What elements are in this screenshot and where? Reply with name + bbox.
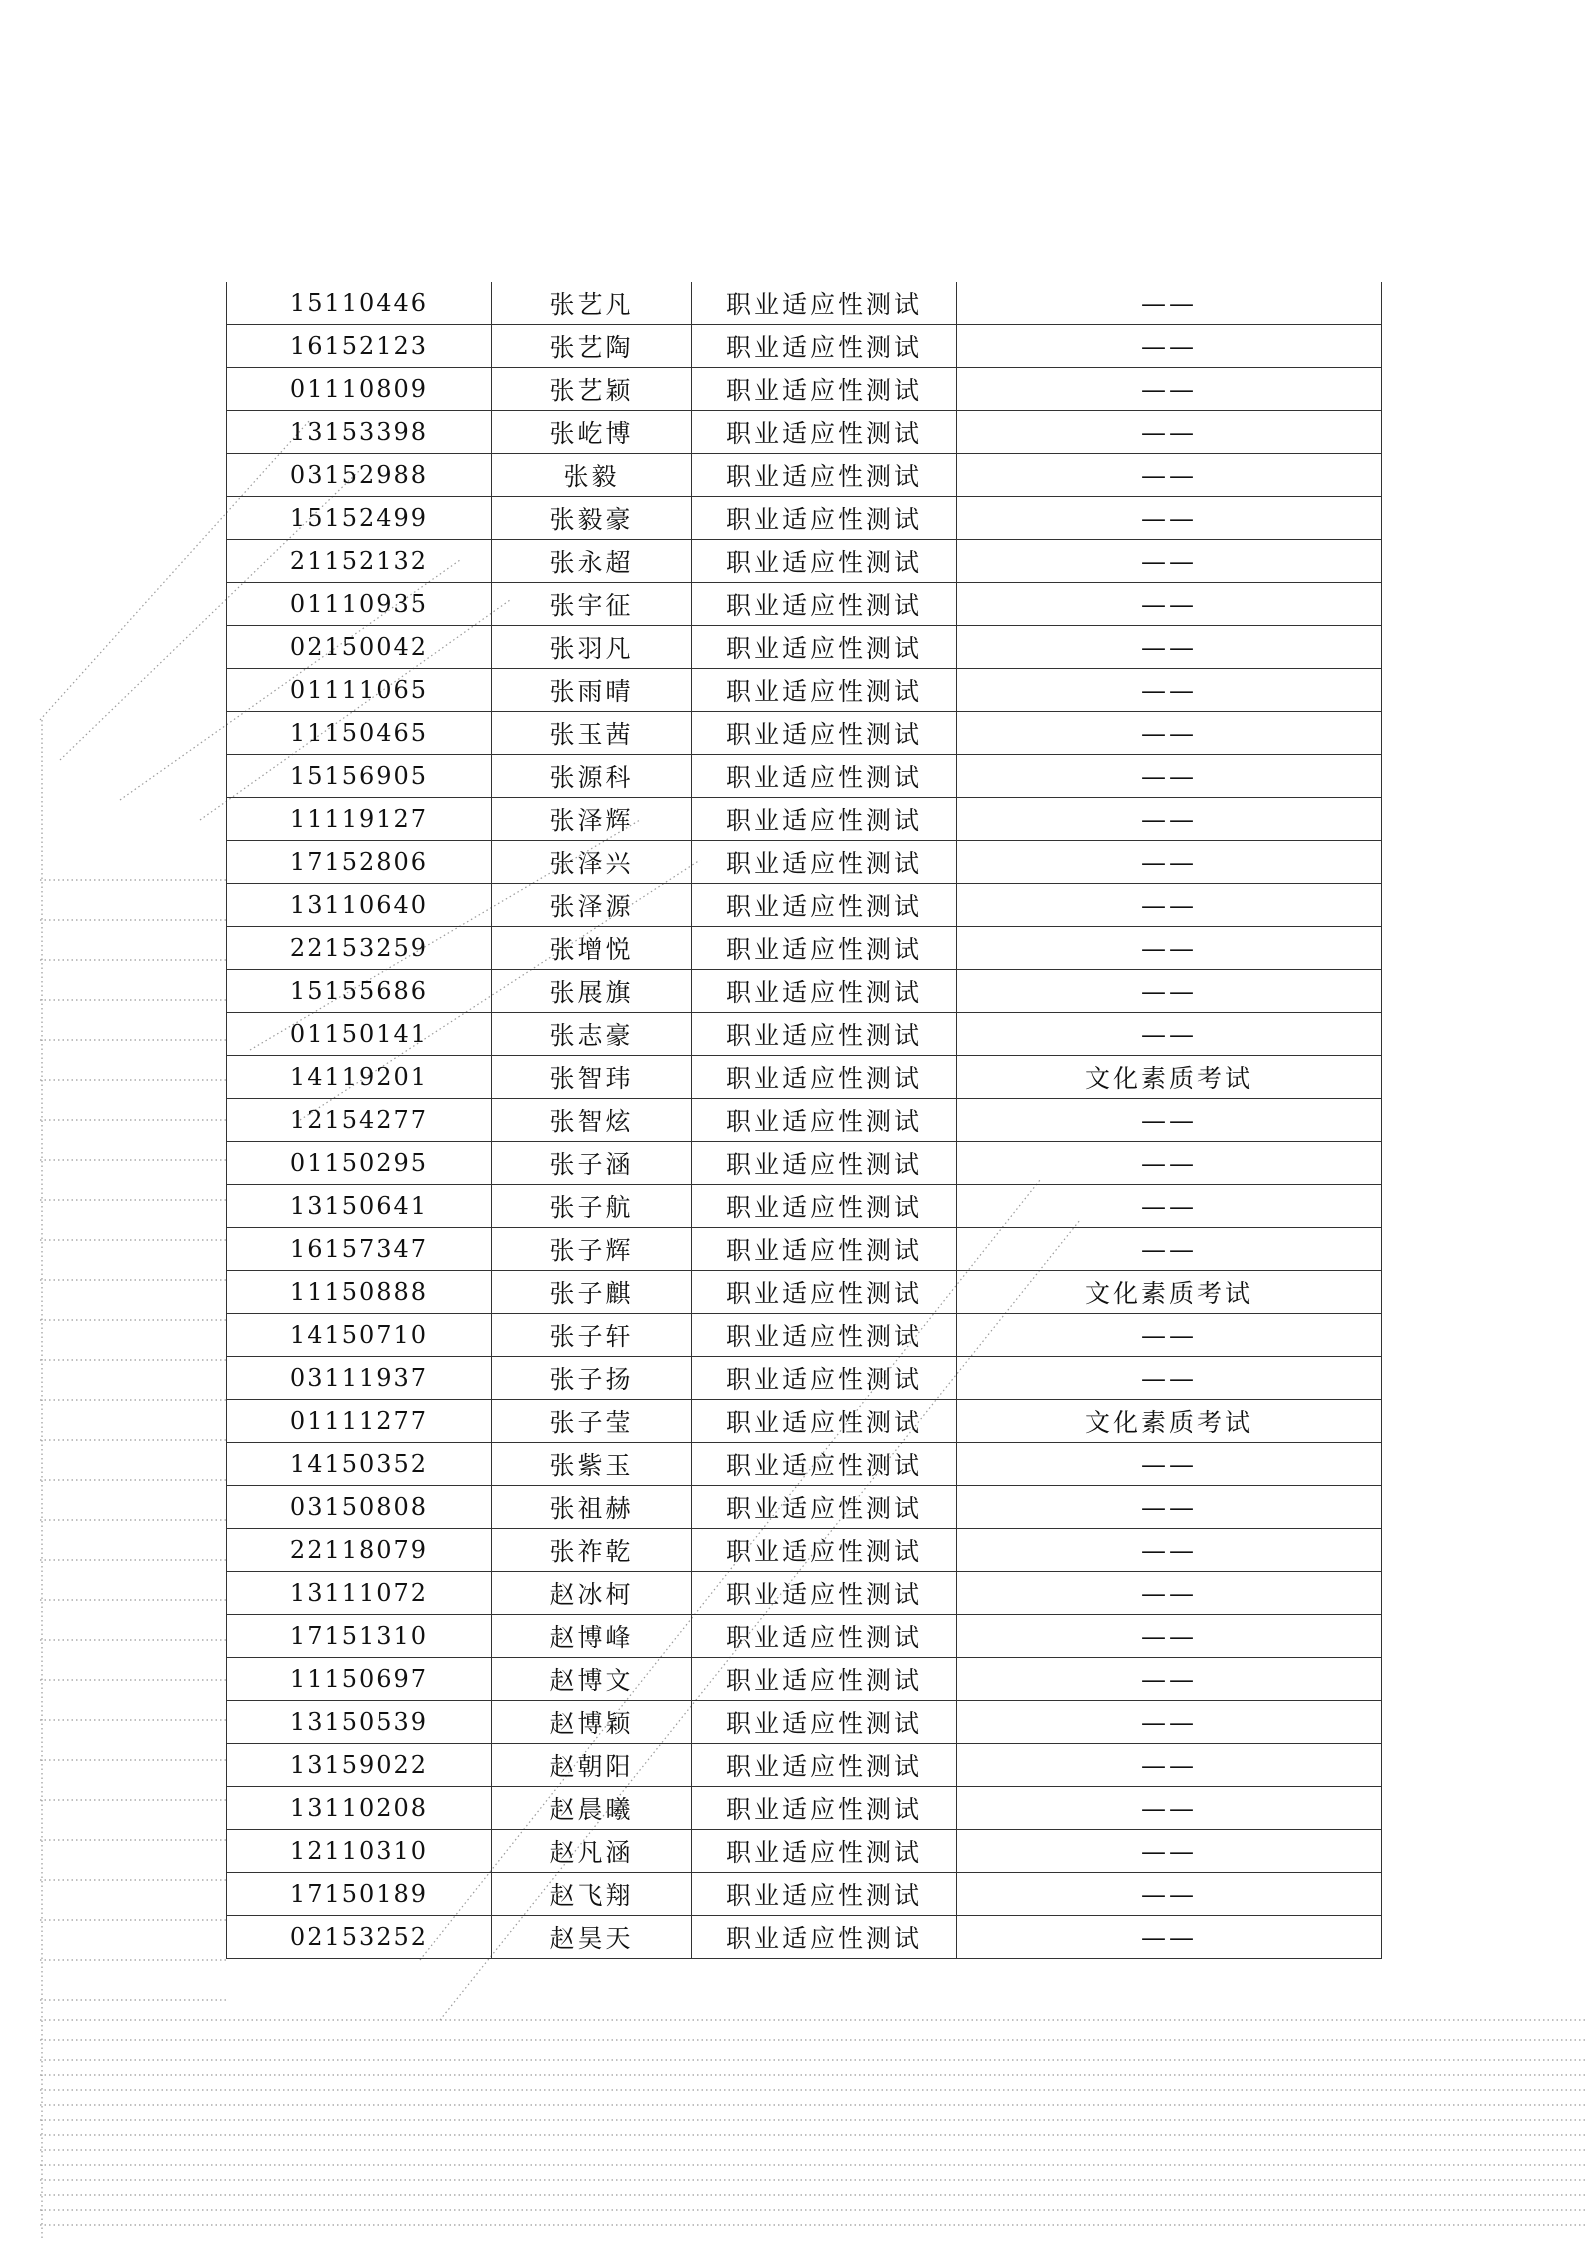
table-row (227, 1658, 1382, 1701)
table-row (227, 884, 1382, 927)
extra-test-cell: —— (957, 1787, 1382, 1830)
extra-test-cell: —— (957, 1443, 1382, 1486)
test-type-cell: 职业适应性测试 (692, 1744, 957, 1787)
extra-test-cell: —— (957, 368, 1382, 411)
extra-test-cell: —— (957, 325, 1382, 368)
name-cell: 张子轩 (492, 1314, 692, 1357)
candidate-id-cell: 11150888 (227, 1271, 492, 1314)
test-type-cell: 职业适应性测试 (692, 1830, 957, 1873)
extra-test-cell: —— (957, 1572, 1382, 1615)
extra-test-cell: —— (957, 282, 1382, 325)
test-type-cell: 职业适应性测试 (692, 540, 957, 583)
name-cell: 赵博颖 (492, 1701, 692, 1744)
test-type-cell: 职业适应性测试 (692, 1185, 957, 1228)
name-cell: 赵博文 (492, 1658, 692, 1701)
extra-test-cell: —— (957, 1013, 1382, 1056)
extra-test-cell: —— (957, 1314, 1382, 1357)
table-row (227, 1314, 1382, 1357)
table-row (227, 798, 1382, 841)
test-type-cell: 职业适应性测试 (692, 1357, 957, 1400)
name-cell: 张毅豪 (492, 497, 692, 540)
test-type-cell: 职业适应性测试 (692, 755, 957, 798)
name-cell: 张祖赫 (492, 1486, 692, 1529)
name-cell: 张志豪 (492, 1013, 692, 1056)
candidate-id-cell: 22153259 (227, 927, 492, 970)
extra-test-cell: —— (957, 1142, 1382, 1185)
candidate-id-cell: 11119127 (227, 798, 492, 841)
name-cell: 赵晨曦 (492, 1787, 692, 1830)
test-type-cell: 职业适应性测试 (692, 411, 957, 454)
name-cell: 张屹博 (492, 411, 692, 454)
candidate-id-cell: 14119201 (227, 1056, 492, 1099)
extra-test-cell: —— (957, 884, 1382, 927)
name-cell: 赵飞翔 (492, 1873, 692, 1916)
name-cell: 张子麒 (492, 1271, 692, 1314)
name-cell: 张永超 (492, 540, 692, 583)
test-type-cell: 职业适应性测试 (692, 884, 957, 927)
name-cell: 赵冰柯 (492, 1572, 692, 1615)
test-type-cell: 职业适应性测试 (692, 927, 957, 970)
test-type-cell: 职业适应性测试 (692, 1228, 957, 1271)
test-type-cell: 职业适应性测试 (692, 1400, 957, 1443)
candidate-id-cell: 01111277 (227, 1400, 492, 1443)
table-row (227, 282, 1382, 325)
extra-test-cell: —— (957, 1701, 1382, 1744)
extra-test-cell: 文化素质考试 (957, 1271, 1382, 1314)
test-type-cell: 职业适应性测试 (692, 1529, 957, 1572)
candidate-id-cell: 17151310 (227, 1615, 492, 1658)
name-cell: 张雨晴 (492, 669, 692, 712)
candidate-id-cell: 01111065 (227, 669, 492, 712)
test-type-cell: 职业适应性测试 (692, 1271, 957, 1314)
test-type-cell: 职业适应性测试 (692, 1787, 957, 1830)
extra-test-cell: —— (957, 454, 1382, 497)
name-cell: 张艺陶 (492, 325, 692, 368)
test-type-cell: 职业适应性测试 (692, 669, 957, 712)
table-row (227, 1572, 1382, 1615)
extra-test-cell: —— (957, 1099, 1382, 1142)
name-cell: 张宇征 (492, 583, 692, 626)
candidate-id-cell: 12154277 (227, 1099, 492, 1142)
extra-test-cell: —— (957, 1228, 1382, 1271)
table-row (227, 368, 1382, 411)
candidate-id-cell: 17150189 (227, 1873, 492, 1916)
test-type-cell: 职业适应性测试 (692, 368, 957, 411)
test-type-cell: 职业适应性测试 (692, 1873, 957, 1916)
candidate-id-cell: 13153398 (227, 411, 492, 454)
extra-test-cell: —— (957, 798, 1382, 841)
test-type-cell: 职业适应性测试 (692, 1314, 957, 1357)
name-cell: 张紫玉 (492, 1443, 692, 1486)
candidate-id-cell: 13110640 (227, 884, 492, 927)
extra-test-cell: —— (957, 841, 1382, 884)
candidate-id-cell: 11150465 (227, 712, 492, 755)
test-type-cell: 职业适应性测试 (692, 583, 957, 626)
test-type-cell: 职业适应性测试 (692, 1658, 957, 1701)
table-row (227, 841, 1382, 884)
table-row (227, 1486, 1382, 1529)
table-row (227, 1142, 1382, 1185)
candidate-id-cell: 17152806 (227, 841, 492, 884)
table-row (227, 626, 1382, 669)
table-row (227, 583, 1382, 626)
candidate-id-cell: 02153252 (227, 1916, 492, 1959)
test-type-cell: 职业适应性测试 (692, 454, 957, 497)
test-type-cell: 职业适应性测试 (692, 798, 957, 841)
extra-test-cell: —— (957, 669, 1382, 712)
table-row (227, 411, 1382, 454)
name-cell: 赵昊天 (492, 1916, 692, 1959)
table-row (227, 1615, 1382, 1658)
extra-test-cell: 文化素质考试 (957, 1400, 1382, 1443)
name-cell: 张玉茜 (492, 712, 692, 755)
candidate-id-cell: 01150141 (227, 1013, 492, 1056)
name-cell: 张艺凡 (492, 282, 692, 325)
table-row (227, 1099, 1382, 1142)
table-row (227, 1271, 1382, 1314)
test-type-cell: 职业适应性测试 (692, 282, 957, 325)
name-cell: 赵博峰 (492, 1615, 692, 1658)
candidate-id-cell: 13159022 (227, 1744, 492, 1787)
name-cell: 张展旗 (492, 970, 692, 1013)
roster-table (226, 282, 1382, 1959)
extra-test-cell: —— (957, 927, 1382, 970)
extra-test-cell: —— (957, 1529, 1382, 1572)
name-cell: 张子辉 (492, 1228, 692, 1271)
name-cell: 张子莹 (492, 1400, 692, 1443)
extra-test-cell: —— (957, 1873, 1382, 1916)
candidate-id-cell: 13150641 (227, 1185, 492, 1228)
test-type-cell: 职业适应性测试 (692, 497, 957, 540)
table-row (227, 1013, 1382, 1056)
test-type-cell: 职业适应性测试 (692, 1142, 957, 1185)
extra-test-cell: —— (957, 1357, 1382, 1400)
candidate-id-cell: 12110310 (227, 1830, 492, 1873)
test-type-cell: 职业适应性测试 (692, 1486, 957, 1529)
name-cell: 张子扬 (492, 1357, 692, 1400)
name-cell: 张子航 (492, 1185, 692, 1228)
candidate-id-cell: 13111072 (227, 1572, 492, 1615)
name-cell: 赵朝阳 (492, 1744, 692, 1787)
candidate-id-cell: 15155686 (227, 970, 492, 1013)
table-row (227, 325, 1382, 368)
extra-test-cell: —— (957, 1916, 1382, 1959)
table-row (227, 1529, 1382, 1572)
table-row (227, 1443, 1382, 1486)
table-row (227, 1873, 1382, 1916)
extra-test-cell: —— (957, 626, 1382, 669)
extra-test-cell: —— (957, 1486, 1382, 1529)
extra-test-cell: —— (957, 1185, 1382, 1228)
extra-test-cell: —— (957, 712, 1382, 755)
candidate-id-cell: 01110809 (227, 368, 492, 411)
candidate-id-cell: 15110446 (227, 282, 492, 325)
candidate-id-cell: 22118079 (227, 1529, 492, 1572)
table-row (227, 1228, 1382, 1271)
name-cell: 张智玮 (492, 1056, 692, 1099)
extra-test-cell: —— (957, 1615, 1382, 1658)
candidate-id-cell: 21152132 (227, 540, 492, 583)
test-type-cell: 职业适应性测试 (692, 1443, 957, 1486)
name-cell: 张源科 (492, 755, 692, 798)
candidate-id-cell: 13110208 (227, 1787, 492, 1830)
extra-test-cell: —— (957, 1744, 1382, 1787)
name-cell: 张毅 (492, 454, 692, 497)
extra-test-cell: 文化素质考试 (957, 1056, 1382, 1099)
extra-test-cell: —— (957, 970, 1382, 1013)
name-cell: 张艺颖 (492, 368, 692, 411)
table-row (227, 1357, 1382, 1400)
extra-test-cell: —— (957, 497, 1382, 540)
extra-test-cell: —— (957, 1830, 1382, 1873)
name-cell: 张增悦 (492, 927, 692, 970)
table-row (227, 454, 1382, 497)
table-row (227, 1400, 1382, 1443)
candidate-id-cell: 03150808 (227, 1486, 492, 1529)
table-row (227, 1916, 1382, 1959)
roster-table-body (227, 282, 1382, 1959)
extra-test-cell: —— (957, 411, 1382, 454)
name-cell: 张泽辉 (492, 798, 692, 841)
candidate-id-cell: 01110935 (227, 583, 492, 626)
table-row (227, 1787, 1382, 1830)
candidate-id-cell: 13150539 (227, 1701, 492, 1744)
candidate-id-cell: 16157347 (227, 1228, 492, 1271)
name-cell: 张祚乾 (492, 1529, 692, 1572)
candidate-id-cell: 15152499 (227, 497, 492, 540)
candidate-id-cell: 15156905 (227, 755, 492, 798)
table-row (227, 669, 1382, 712)
name-cell: 张智炫 (492, 1099, 692, 1142)
table-row (227, 1830, 1382, 1873)
test-type-cell: 职业适应性测试 (692, 1099, 957, 1142)
test-type-cell: 职业适应性测试 (692, 712, 957, 755)
candidate-id-cell: 16152123 (227, 325, 492, 368)
table-row (227, 1701, 1382, 1744)
candidate-id-cell: 11150697 (227, 1658, 492, 1701)
table-row (227, 927, 1382, 970)
name-cell: 张泽兴 (492, 841, 692, 884)
name-cell: 张羽凡 (492, 626, 692, 669)
table-row (227, 712, 1382, 755)
extra-test-cell: —— (957, 755, 1382, 798)
test-type-cell: 职业适应性测试 (692, 325, 957, 368)
test-type-cell: 职业适应性测试 (692, 626, 957, 669)
table-row (227, 497, 1382, 540)
extra-test-cell: —— (957, 583, 1382, 626)
candidate-id-cell: 01150295 (227, 1142, 492, 1185)
test-type-cell: 职业适应性测试 (692, 1701, 957, 1744)
name-cell: 张子涵 (492, 1142, 692, 1185)
extra-test-cell: —— (957, 1658, 1382, 1701)
name-cell: 赵凡涵 (492, 1830, 692, 1873)
test-type-cell: 职业适应性测试 (692, 1572, 957, 1615)
table-row (227, 755, 1382, 798)
extra-test-cell: —— (957, 540, 1382, 583)
table-row (227, 1185, 1382, 1228)
candidate-id-cell: 02150042 (227, 626, 492, 669)
table-row (227, 540, 1382, 583)
table-row (227, 1056, 1382, 1099)
table-row (227, 1744, 1382, 1787)
test-type-cell: 职业适应性测试 (692, 1615, 957, 1658)
candidate-id-cell: 14150352 (227, 1443, 492, 1486)
test-type-cell: 职业适应性测试 (692, 841, 957, 884)
test-type-cell: 职业适应性测试 (692, 1013, 957, 1056)
candidate-id-cell: 03111937 (227, 1357, 492, 1400)
candidate-id-cell: 14150710 (227, 1314, 492, 1357)
test-type-cell: 职业适应性测试 (692, 970, 957, 1013)
table-row (227, 970, 1382, 1013)
test-type-cell: 职业适应性测试 (692, 1916, 957, 1959)
name-cell: 张泽源 (492, 884, 692, 927)
candidate-id-cell: 03152988 (227, 454, 492, 497)
test-type-cell: 职业适应性测试 (692, 1056, 957, 1099)
